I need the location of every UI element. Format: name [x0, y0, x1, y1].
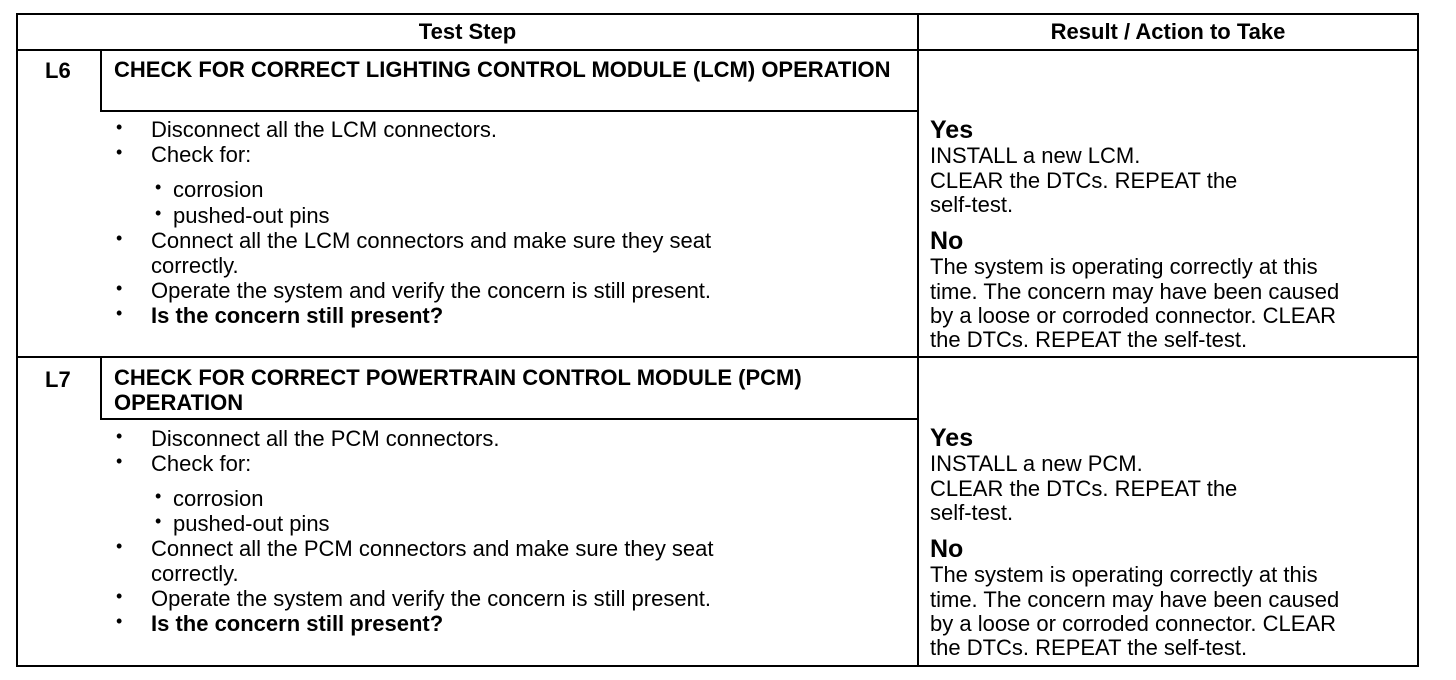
row-l7-id-divider	[100, 357, 102, 419]
sub-bullet-icon: •	[155, 203, 162, 223]
bullet-icon: •	[116, 451, 123, 471]
step-question: Is the concern still present?	[151, 303, 444, 328]
step-instruction: Check for:	[151, 451, 252, 476]
step-instruction: Connect all the PCM connectors and make sure they seat	[151, 536, 714, 561]
answer-no-text: time. The concern may have been caused	[930, 279, 1340, 304]
answer-yes-text: CLEAR the DTCs. REPEAT the	[930, 476, 1238, 501]
answer-yes-text: INSTALL a new PCM.	[930, 451, 1143, 476]
answer-yes-label: Yes	[930, 424, 974, 452]
bullet-icon: •	[116, 303, 123, 323]
bullet-icon: •	[116, 611, 123, 631]
answer-yes-text: INSTALL a new LCM.	[930, 143, 1141, 168]
step-question: Is the concern still present?	[151, 611, 444, 636]
answer-yes-text: CLEAR the DTCs. REPEAT the	[930, 168, 1238, 193]
answer-no-text: the DTCs. REPEAT the self-test.	[930, 327, 1248, 352]
answer-yes-text: self-test.	[930, 500, 1014, 525]
answer-no-text: The system is operating correctly at this	[930, 562, 1318, 587]
bullet-icon: •	[116, 586, 123, 606]
bullet-icon: •	[116, 278, 123, 298]
row-l6-id-divider	[100, 50, 102, 111]
step-instruction: Operate the system and verify the concern is still present.	[151, 278, 712, 303]
sub-bullet-icon: •	[155, 486, 162, 506]
answer-yes-label: Yes	[930, 116, 974, 144]
step-instruction: Check for:	[151, 142, 252, 167]
bullet-icon: •	[116, 536, 123, 556]
answer-no-label: No	[930, 535, 964, 563]
step-id: L6	[45, 58, 71, 83]
step-sub-item: pushed-out pins	[173, 511, 330, 536]
row-divider	[18, 356, 1417, 358]
step-title: CHECK FOR CORRECT LIGHTING CONTROL MODULE (LCM) OPERATION	[114, 57, 891, 82]
step-id: L7	[45, 367, 71, 392]
row-l7-title-divider	[100, 418, 917, 420]
answer-no-label: No	[930, 227, 964, 255]
step-instruction-cont: correctly.	[151, 253, 239, 278]
step-sub-item: corrosion	[173, 486, 264, 511]
answer-no-text: by a loose or corroded connector. CLEAR	[930, 303, 1337, 328]
bullet-icon: •	[116, 228, 123, 248]
step-instruction-cont: correctly.	[151, 561, 239, 586]
bullet-icon: •	[116, 426, 123, 446]
answer-no-text: by a loose or corroded connector. CLEAR	[930, 611, 1337, 636]
row-l6-title-divider	[100, 110, 917, 112]
step-instruction: Connect all the LCM connectors and make sure they seat	[151, 228, 712, 253]
header-test-step: Test Step	[418, 19, 517, 44]
answer-no-text: the DTCs. REPEAT the self-test.	[930, 635, 1248, 660]
step-sub-item: corrosion	[173, 177, 264, 202]
answer-yes-text: self-test.	[930, 192, 1014, 217]
step-instruction: Disconnect all the PCM connectors.	[151, 426, 500, 451]
bullet-icon: •	[116, 117, 123, 137]
column-divider	[917, 15, 919, 665]
bullet-icon: •	[116, 142, 123, 162]
sub-bullet-icon: •	[155, 177, 162, 197]
step-sub-item: pushed-out pins	[173, 203, 330, 228]
answer-no-text: time. The concern may have been caused	[930, 587, 1340, 612]
answer-no-text: The system is operating correctly at this	[930, 254, 1318, 279]
step-title: CHECK FOR CORRECT POWERTRAIN CONTROL MODULE (PCM) OPERATION	[114, 365, 802, 415]
sub-bullet-icon: •	[155, 511, 162, 531]
diagnostic-table	[16, 13, 1419, 667]
header-divider	[18, 49, 1417, 51]
header-result: Result / Action to Take	[1050, 19, 1286, 44]
step-instruction: Disconnect all the LCM connectors.	[151, 117, 498, 142]
step-instruction: Operate the system and verify the concern is still present.	[151, 586, 712, 611]
